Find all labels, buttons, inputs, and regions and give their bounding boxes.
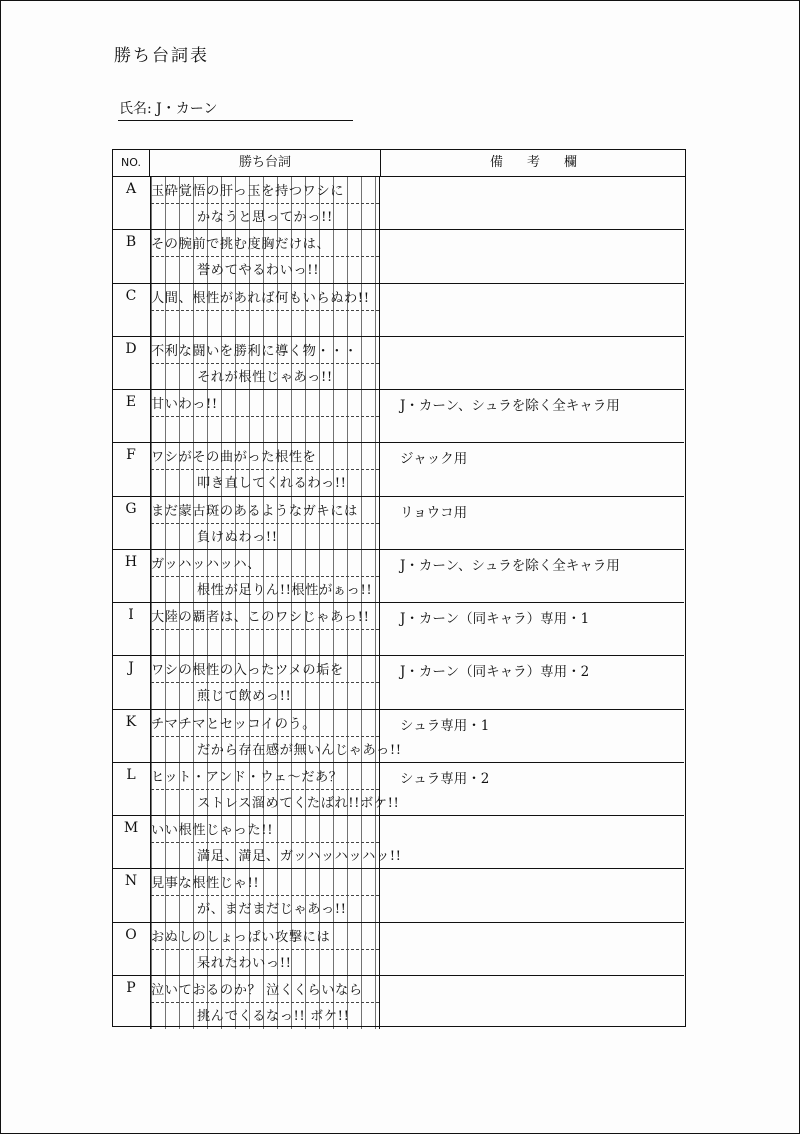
table-row [113,550,684,603]
win-quote-cell [150,710,402,762]
win-quote-cell [150,230,380,282]
table-row [113,177,684,230]
row-letter: F [126,447,136,464]
win-quote-line-1: ヒット・アンド・ウェ〜だあ？ [151,769,343,785]
win-quote-line-2: 負けぬわっ!! [197,529,278,545]
cell-guide-line [151,789,379,790]
cell-guide-line [151,949,379,950]
note-cell: J・カーン（同キャラ）専用・2 [400,664,590,681]
win-quote-cell [150,923,380,975]
win-quote-line-1: おぬしのしょっぱい攻撃には [151,929,331,945]
win-quote-cell [150,550,380,602]
header-no: NO. [113,150,150,176]
cell-guide-line [151,256,379,257]
table-row [113,284,684,337]
note-cell: J・カーン、シュラを除く全キャラ用 [400,398,620,414]
win-quote-line-1: 甘いわっ!! [151,397,218,412]
win-quote-line-2: 誉めてやるわいっ!! [197,263,320,279]
win-quote-cell [150,656,380,708]
win-quote-cell [150,869,380,921]
win-quote-line-2: 挑んでくるなっ!! ボケ!! [197,1008,350,1024]
cell-guide-line [151,310,379,311]
table-row [113,710,684,763]
table-row [113,230,684,283]
win-quote-line-1: 見事な根性じゃ!! [151,876,260,892]
row-letter: H [124,553,138,570]
header-win-quote: 勝ち台詞 [150,150,381,176]
note-cell: シュラ専用・1 [400,717,490,734]
row-letter: K [125,713,137,730]
row-letter: P [126,979,136,996]
note-cell: J・カーン、シュラを除く全キャラ用 [400,557,620,574]
win-quote-line-2: が、まだまだじゃあっ!! [197,902,347,918]
table-row [113,923,684,976]
win-quote-line-1: 人間、根性があれば何もいらぬわ!! [151,290,370,306]
row-letter: C [125,287,137,304]
win-quote-line-1: 大陸の覇者は、このワシじゃあっ!! [151,610,370,625]
table-row [113,497,684,550]
cell-guide-line [151,842,379,843]
win-quote-line-1: ワシの根性の入ったツメの垢を [151,663,344,679]
win-quote-line-1: 泣いておるのか？ 泣くくらいなら [151,982,363,998]
win-quote-cell [150,177,380,229]
note-cell: リョウコ用 [400,504,468,521]
cell-guide-line [151,469,379,470]
win-quote-cell [150,763,400,815]
table-row [113,603,684,656]
row-letter: L [126,766,136,783]
character-name-underline [118,120,353,121]
cell-guide-line [151,363,379,364]
win-quote-line-2: ストレス溜めてくたばれ!!ボケ!! [197,795,400,811]
cell-guide-line [151,895,379,896]
cell-guide-line [151,682,379,683]
win-quote-line-1: その腕前で挑む度胸だけは、 [151,237,331,253]
cell-guide-line [151,1002,379,1003]
win-quote-line-2: 煎じて飲めっ!! [197,689,292,705]
win-quote-line-1: ガッハッハッハ、 [151,556,262,572]
cell-guide-line [151,203,379,204]
win-quote-line-1: いい根性じゃった!! [151,823,274,838]
row-letter: O [125,926,137,943]
cell-guide-line [151,736,379,737]
table-row [113,656,684,709]
note-cell: ジャック用 [400,451,468,468]
win-quote-cell [150,976,380,1029]
row-letter: N [124,873,138,890]
win-quote-line-1: まだ蒙古斑のあるようなガキには [151,503,358,519]
document-title: 勝ち台詞表 [114,46,209,66]
win-quote-cell [150,816,402,868]
win-quote-line-2: 呆れたわいっ!! [197,955,292,971]
note-cell: シュラ専用・2 [400,770,490,787]
row-letter: I [128,607,134,623]
win-quote-line-1: チマチマとセッコイのう。 [151,716,317,732]
win-quote-line-2: 叩き直してくれるわっ!! [197,476,347,492]
character-name-line: 氏名: J・カーン [119,101,218,117]
win-quote-line-2: かなうと思ってかっ!! [197,210,333,225]
win-quote-line-1: 不利な闘いを勝利に導く物・・・ [151,343,358,359]
row-letter: E [125,394,137,410]
row-letter: B [125,234,137,251]
win-quote-line-1: 玉砕覚悟の肝っ玉を持つワシに [151,184,345,199]
cell-guide-line [151,629,379,630]
cell-guide-line [151,416,379,417]
table-row [113,816,684,869]
cell-guide-line [151,523,379,524]
win-quote-cell [150,497,380,549]
table-row [113,443,684,496]
table-row [113,869,684,922]
row-letter: J [128,660,134,677]
header-notes: 備考欄 [489,155,601,170]
row-letter: M [123,820,139,836]
win-quote-cell [150,390,380,442]
win-quote-line-1: ワシがその曲がった根性を [151,450,317,466]
row-letter: D [125,340,137,357]
table-row [113,763,684,816]
note-cell: J・カーン（同キャラ）専用・1 [400,611,590,627]
win-quote-table [112,149,686,1027]
win-quote-line-2: 満足、満足、ガッハッハッハッ!! [197,849,402,864]
win-quote-line-2: 根性が足りん!!根性がぁっ!! [197,582,373,598]
win-quote-cell [150,603,380,655]
row-letter: A [125,181,137,197]
win-quote-cell [150,284,380,336]
row-letter: G [125,500,137,517]
table-row [113,337,684,390]
win-quote-line-2: だから存在感が無いんじゃあっ!! [197,742,402,758]
cell-guide-line [151,576,379,577]
table-row [113,976,684,1029]
win-quote-cell [150,443,380,495]
win-quote-line-2: それが根性じゃあっ!! [197,369,333,385]
win-quote-cell [150,337,380,389]
table-row [113,390,684,443]
